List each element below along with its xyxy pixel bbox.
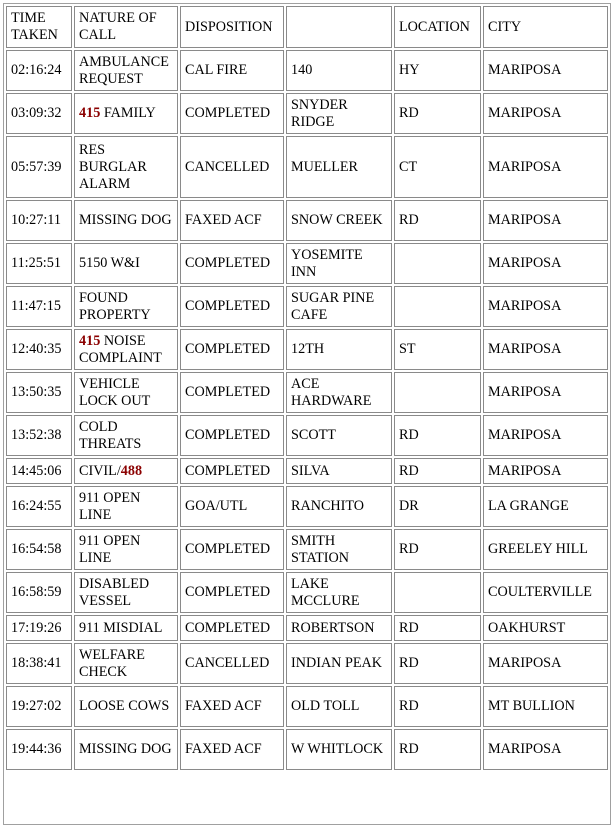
cell-disposition: COMPLETED <box>180 372 284 413</box>
cell-nature-of-call <box>74 50 178 91</box>
table-row <box>6 243 608 284</box>
cell-nature-of-call <box>74 93 178 134</box>
header-street <box>286 6 392 48</box>
cell-time-taken: 14:45:06 <box>6 458 72 484</box>
table-row <box>6 200 608 241</box>
cell-street: OLD TOLL <box>286 686 392 727</box>
cell-street: SCOTT <box>286 415 392 456</box>
cell-city: MARIPOSA <box>483 93 608 134</box>
cell-location: RD <box>394 529 481 570</box>
cell-city: LA GRANGE <box>483 486 608 527</box>
cell-location: RD <box>394 458 481 484</box>
cell-street: SNOW CREEK <box>286 200 392 241</box>
nature-text: 911 OPEN LINE <box>79 489 141 523</box>
nature-text: MISSING DOG <box>79 212 172 228</box>
table-row <box>6 415 608 456</box>
nature-text: 5150 W&I <box>79 255 140 271</box>
table-row <box>6 529 608 570</box>
cell-city: MARIPOSA <box>483 243 608 284</box>
cell-time-taken: 11:25:51 <box>6 243 72 284</box>
cell-nature-of-call <box>74 372 178 413</box>
cell-city: MARIPOSA <box>483 286 608 327</box>
cell-street: 12TH <box>286 329 392 370</box>
header-row <box>6 6 608 48</box>
radio-code: 415 <box>79 332 101 349</box>
cell-time-taken: 18:38:41 <box>6 643 72 684</box>
cell-disposition: COMPLETED <box>180 243 284 284</box>
cell-location: RD <box>394 93 481 134</box>
cell-nature-of-call <box>74 329 178 370</box>
cell-street: SMITH STATION <box>286 529 392 570</box>
cell-city: MARIPOSA <box>483 329 608 370</box>
cell-nature-of-call <box>74 643 178 684</box>
cell-location: CT <box>394 136 481 198</box>
cell-time-taken: 02:16:24 <box>6 50 72 91</box>
cell-nature-of-call <box>74 286 178 327</box>
nature-text-prefix: CIVIL/ <box>79 462 121 479</box>
cell-time-taken: 16:54:58 <box>6 529 72 570</box>
cell-time-taken: 03:09:32 <box>6 93 72 134</box>
cell-disposition: CANCELLED <box>180 643 284 684</box>
cell-location <box>394 286 481 327</box>
nature-text: DISABLED VESSEL <box>79 575 150 609</box>
cell-location: RD <box>394 729 481 770</box>
table-row <box>6 729 608 770</box>
cell-nature-of-call <box>74 572 178 613</box>
call-log-table <box>4 4 610 772</box>
cell-nature-of-call <box>74 136 178 198</box>
nature-text: AMBULANCE REQUEST <box>79 53 169 87</box>
cell-disposition: COMPLETED <box>180 529 284 570</box>
nature-text: VEHICLE LOCK OUT <box>79 375 151 409</box>
nature-text: 911 MISDIAL <box>79 619 163 636</box>
cell-nature-of-call <box>74 529 178 570</box>
cell-city: MARIPOSA <box>483 136 608 198</box>
cell-nature-of-call <box>74 686 178 727</box>
header-city: CITY <box>483 6 608 48</box>
cell-time-taken: 19:27:02 <box>6 686 72 727</box>
cell-city: MARIPOSA <box>483 200 608 241</box>
nature-text: WELFARE CHECK <box>79 646 145 680</box>
cell-street: LAKE MCCLURE <box>286 572 392 613</box>
header-disposition: DISPOSITION <box>180 6 284 48</box>
cell-street: SUGAR PINE CAFE <box>286 286 392 327</box>
cell-time-taken: 10:27:11 <box>6 200 72 241</box>
cell-disposition: COMPLETED <box>180 458 284 484</box>
cell-street: W WHITLOCK <box>286 729 392 770</box>
cell-time-taken: 05:57:39 <box>6 136 72 198</box>
nature-text: COLD THREATS <box>79 418 142 452</box>
cell-location <box>394 572 481 613</box>
cell-disposition: FAXED ACF <box>180 729 284 770</box>
cell-street: SNYDER RIDGE <box>286 93 392 134</box>
nature-text: FOUND PROPERTY <box>79 289 151 323</box>
cell-nature-of-call <box>74 243 178 284</box>
header-time-taken: TIME TAKEN <box>6 6 72 48</box>
cell-location: RD <box>394 615 481 641</box>
cell-street: MUELLER <box>286 136 392 198</box>
table-row <box>6 643 608 684</box>
cell-location: RD <box>394 415 481 456</box>
header-location: LOCATION <box>394 6 481 48</box>
table-row <box>6 486 608 527</box>
cell-location: DR <box>394 486 481 527</box>
table-row <box>6 286 608 327</box>
cell-location <box>394 372 481 413</box>
nature-text: RES BURGLAR ALARM <box>79 141 147 192</box>
nature-text: NOISE COMPLAINT <box>79 332 162 366</box>
nature-text: 911 OPEN LINE <box>79 532 141 566</box>
cell-disposition: COMPLETED <box>180 572 284 613</box>
call-log-frame <box>3 3 611 825</box>
table-row <box>6 615 608 641</box>
cell-street: SILVA <box>286 458 392 484</box>
cell-location: RD <box>394 686 481 727</box>
cell-city: GREELEY HILL <box>483 529 608 570</box>
cell-disposition: COMPLETED <box>180 615 284 641</box>
nature-text: LOOSE COWS <box>79 698 170 714</box>
table-row <box>6 329 608 370</box>
cell-time-taken: 16:58:59 <box>6 572 72 613</box>
table-row <box>6 686 608 727</box>
table-row <box>6 136 608 198</box>
cell-city: MARIPOSA <box>483 50 608 91</box>
cell-time-taken: 13:50:35 <box>6 372 72 413</box>
cell-street: INDIAN PEAK <box>286 643 392 684</box>
cell-disposition: FAXED ACF <box>180 686 284 727</box>
cell-street: YOSEMITE INN <box>286 243 392 284</box>
cell-location <box>394 243 481 284</box>
cell-city: MARIPOSA <box>483 415 608 456</box>
cell-time-taken: 16:24:55 <box>6 486 72 527</box>
header-nature-of-call: NATURE OF CALL <box>74 6 178 48</box>
cell-nature-of-call <box>74 615 178 641</box>
cell-city: MARIPOSA <box>483 643 608 684</box>
cell-city: MARIPOSA <box>483 729 608 770</box>
cell-city: MARIPOSA <box>483 458 608 484</box>
cell-time-taken: 17:19:26 <box>6 615 72 641</box>
cell-disposition: CAL FIRE <box>180 50 284 91</box>
cell-time-taken: 19:44:36 <box>6 729 72 770</box>
cell-disposition: CANCELLED <box>180 136 284 198</box>
cell-city: MARIPOSA <box>483 372 608 413</box>
cell-disposition: COMPLETED <box>180 93 284 134</box>
cell-city: MT BULLION <box>483 686 608 727</box>
cell-location: RD <box>394 200 481 241</box>
cell-street: ACE HARDWARE <box>286 372 392 413</box>
cell-disposition: FAXED ACF <box>180 200 284 241</box>
nature-text: MISSING DOG <box>79 741 172 757</box>
cell-location: RD <box>394 643 481 684</box>
radio-code: 488 <box>120 462 143 479</box>
cell-street: RANCHITO <box>286 486 392 527</box>
call-log-body <box>6 6 608 770</box>
cell-nature-of-call <box>74 458 178 484</box>
cell-nature-of-call <box>74 729 178 770</box>
cell-city: OAKHURST <box>483 615 608 641</box>
radio-code: 415 <box>79 105 101 121</box>
cell-disposition: COMPLETED <box>180 415 284 456</box>
cell-location: ST <box>394 329 481 370</box>
table-row <box>6 93 608 134</box>
table-row <box>6 458 608 484</box>
cell-city: COULTERVILLE <box>483 572 608 613</box>
cell-nature-of-call <box>74 486 178 527</box>
cell-street: 140 <box>286 50 392 91</box>
cell-nature-of-call <box>74 415 178 456</box>
table-row <box>6 372 608 413</box>
table-row <box>6 572 608 613</box>
nature-text: FAMILY <box>100 105 156 121</box>
cell-disposition: GOA/UTL <box>180 486 284 527</box>
cell-disposition: COMPLETED <box>180 329 284 370</box>
cell-street: ROBERTSON <box>286 615 392 641</box>
cell-time-taken: 13:52:38 <box>6 415 72 456</box>
cell-disposition: COMPLETED <box>180 286 284 327</box>
table-row <box>6 50 608 91</box>
cell-nature-of-call <box>74 200 178 241</box>
cell-time-taken: 12:40:35 <box>6 329 72 370</box>
cell-location: HY <box>394 50 481 91</box>
cell-time-taken: 11:47:15 <box>6 286 72 327</box>
